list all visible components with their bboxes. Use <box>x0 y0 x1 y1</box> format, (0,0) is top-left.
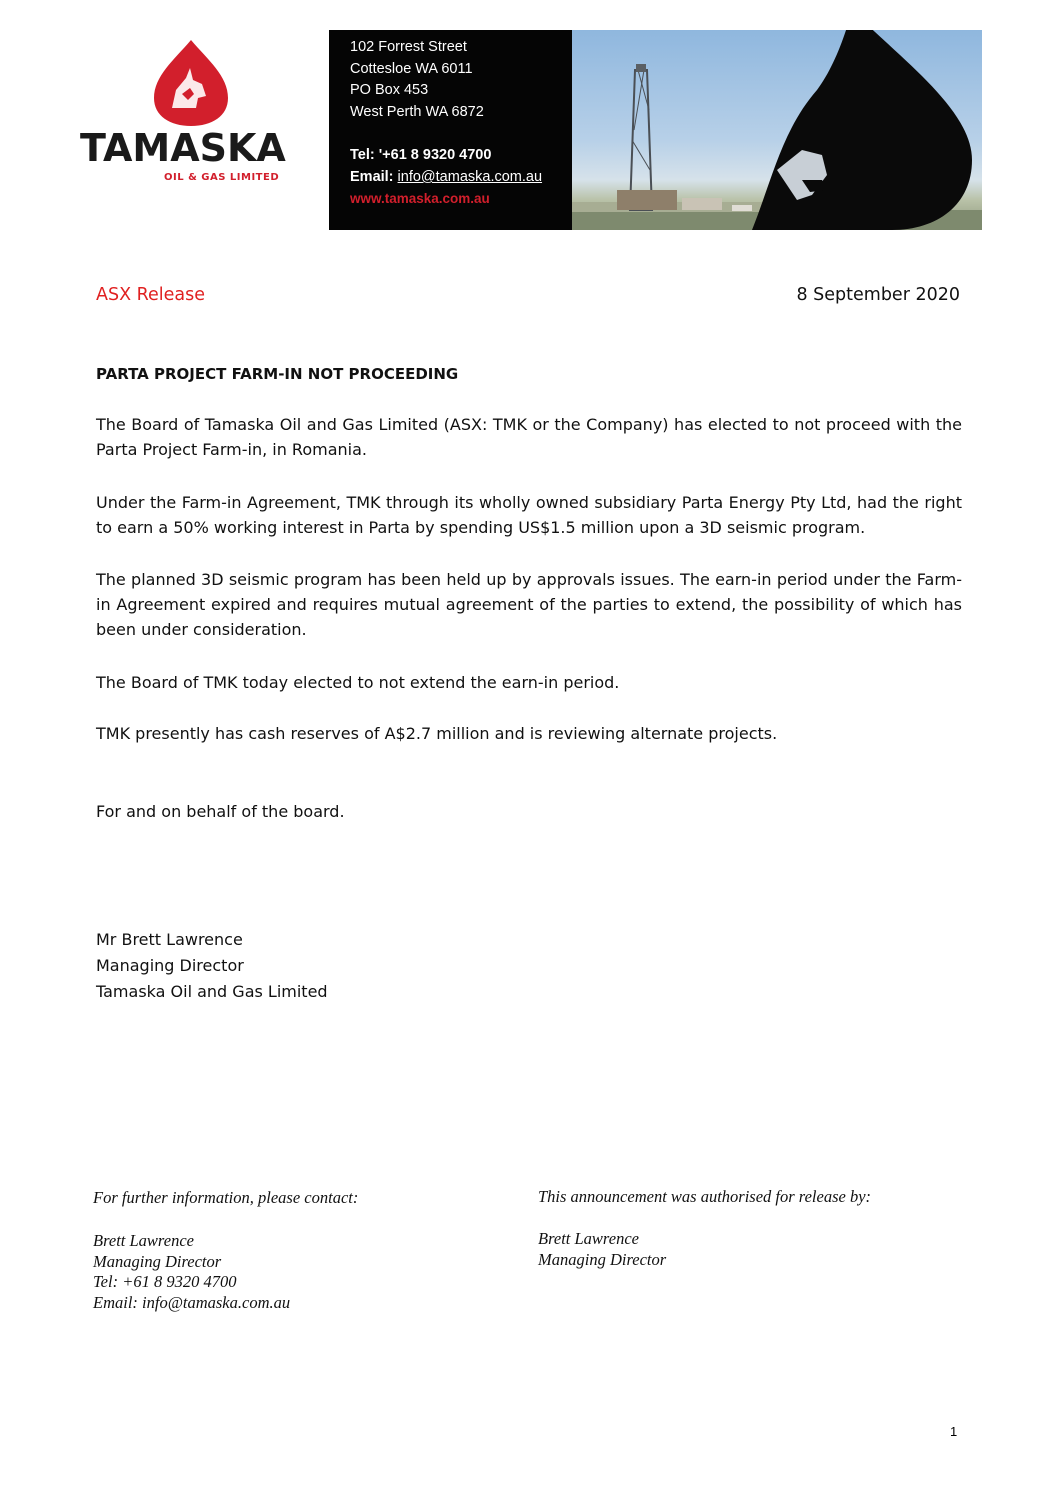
paragraph-5: TMK presently has cash reserves of A$2.7 million and is reviewing alternate projects. <box>96 724 778 743</box>
authorised-line-2: Managing Director <box>538 1250 667 1269</box>
header-tel: Tel: '+61 8 9320 4700 <box>350 147 492 163</box>
paragraph-1: The Board of Tamaska Oil and Gas Limited (ASX: TMK or the Company) has elected to not proceed with the Parta Project Farm-in, in Romania. <box>96 415 962 459</box>
authorised-line-1: Brett Lawrence <box>538 1229 639 1248</box>
paragraph-2: Under the Farm-in Agreement, TMK through its wholly owned subsidiary Parta Energy Pty Ltd, had the right to earn a 50% working interest in Parta by spending US$1.5 million upon a 3D seismic program. <box>96 493 962 537</box>
paragraph-4: The Board of TMK today elected to not extend the earn-in period. <box>96 673 620 692</box>
authorised-title: This announcement was authorised for release by: <box>538 1187 872 1206</box>
company-logo <box>80 38 305 188</box>
contact-line-4: Email: info@tamaska.com.au <box>93 1293 291 1312</box>
email-label: Email: <box>350 169 398 185</box>
contact-panel <box>329 30 572 230</box>
signature-title: Managing Director <box>96 956 244 975</box>
paragraph-3: The planned 3D seismic program has been held up by approvals issues. The earn-in period under the Farm-in Agreement expired and requires mutual agreement of the parties to extend, the possibility of which has been under consideration. <box>96 570 962 639</box>
address-line-2: Cottesloe WA 6011 <box>350 61 473 77</box>
address-line-4: West Perth WA 6872 <box>350 104 484 120</box>
release-heading: PARTA PROJECT FARM-IN NOT PROCEEDING <box>96 365 459 383</box>
header-email-row <box>350 169 542 185</box>
address-line-1: 102 Forrest Street <box>350 39 467 55</box>
signature-company: Tamaska Oil and Gas Limited <box>96 982 328 1001</box>
paragraph-6: For and on behalf of the board. <box>96 802 345 821</box>
release-date: 8 September 2020 <box>796 285 960 305</box>
header-banner <box>329 30 982 230</box>
contact-line-2: Managing Director <box>93 1252 222 1271</box>
contact-line-3: Tel: +61 8 9320 4700 <box>93 1272 237 1291</box>
logo-wordmark: TAMASKA <box>80 126 286 170</box>
drilling-rig-photo <box>572 30 982 230</box>
contact-line-1: Brett Lawrence <box>93 1231 194 1250</box>
signature-name: Mr Brett Lawrence <box>96 930 243 949</box>
rig-and-wolf-graphic <box>572 30 982 230</box>
header-website-link[interactable]: www.tamaska.com.au <box>350 191 490 206</box>
release-label: ASX Release <box>96 285 206 305</box>
logo-subtitle: OIL & GAS LIMITED <box>164 172 280 183</box>
page-number: 1 <box>950 1424 958 1439</box>
header-email-link[interactable]: info@tamaska.com.au <box>397 169 543 185</box>
contact-title: For further information, please contact: <box>93 1188 359 1207</box>
address-line-3: PO Box 453 <box>350 82 429 98</box>
wolf-flame-icon <box>146 38 236 128</box>
